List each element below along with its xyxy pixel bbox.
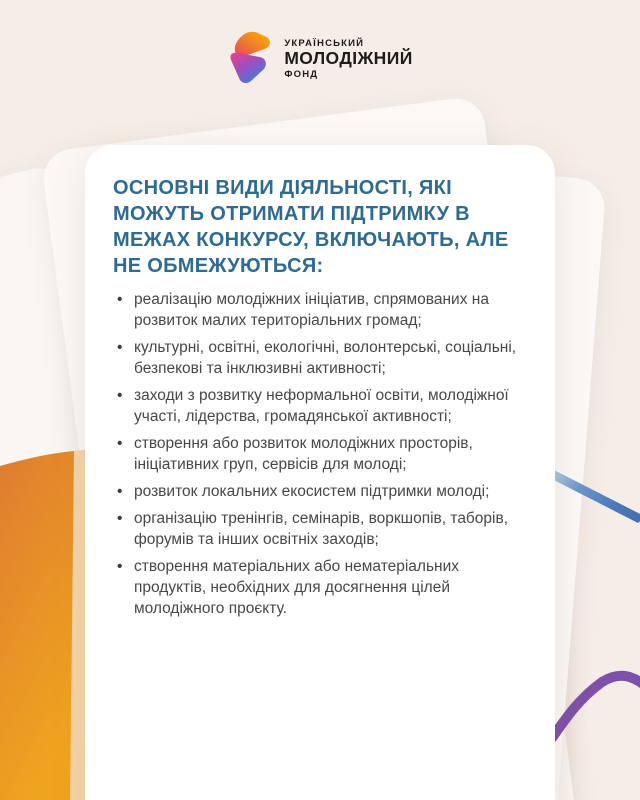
logo-line-fund: ФОНД <box>284 68 319 80</box>
list-item-text: молодіжного проєкту. <box>134 600 287 617</box>
list-item <box>113 289 531 331</box>
list-item-text: • створення або розвиток молодіжних просторів, <box>134 435 473 452</box>
list-item-text: • розвиток локальних екосистем підтримки молоді; <box>134 483 490 500</box>
list-item-text: • реалізацію молодіжних ініціатив, спрямованих на <box>134 291 489 308</box>
list-item <box>113 556 531 619</box>
list-item <box>113 385 531 427</box>
page-title <box>113 175 531 279</box>
list-item-text: ініціативних груп, сервісів для молоді; <box>134 456 407 473</box>
content-card <box>85 145 555 800</box>
logo-line-youth: МОЛОДІЖНИЙ <box>284 48 413 69</box>
youth-fund-logo-icon <box>227 28 275 86</box>
logo <box>0 28 640 86</box>
logo-line-country: УКРАЇНСЬКИЙ <box>284 37 365 49</box>
list-item <box>113 508 531 550</box>
logo-wordmark <box>284 39 412 80</box>
list-item-text: участі, лідерства, громадянської активності; <box>134 408 452 425</box>
title-line: ОСНОВНІ ВИДИ ДІЯЛЬНОСТІ, ЯКІ <box>113 177 452 199</box>
list-item <box>113 337 531 379</box>
list-item-text: безпекові та інклюзивні активності; <box>134 360 386 377</box>
list-item <box>113 433 531 475</box>
list-item-text: • організацію тренінгів, семінарів, воркшопів, таборів, <box>134 510 509 527</box>
list-item <box>113 481 531 502</box>
list-item-text: • культурні, освітні, екологічні, волонтерські, соціальні, <box>134 339 517 356</box>
title-line: МОЖУТЬ ОТРИМАТИ ПІДТРИМКУ В <box>113 203 470 225</box>
activities-list <box>113 289 531 619</box>
title-line: НЕ ОБМЕЖУЮТЬСЯ: <box>113 255 324 277</box>
list-item-text: розвиток малих територіальних громад; <box>134 312 422 329</box>
title-line: МЕЖАХ КОНКУРСУ, ВКЛЮЧАЮТЬ, АЛЕ <box>113 229 509 251</box>
list-item-text: • заходи з розвитку неформальної освіти, молодіжної <box>134 387 509 404</box>
list-item-text: форумів та інших освітніх заходів; <box>134 531 379 548</box>
list-item-text: • створення матеріальних або нематеріальних <box>134 558 460 575</box>
list-item-text: продуктів, необхідних для досягнення цілей <box>134 579 451 596</box>
